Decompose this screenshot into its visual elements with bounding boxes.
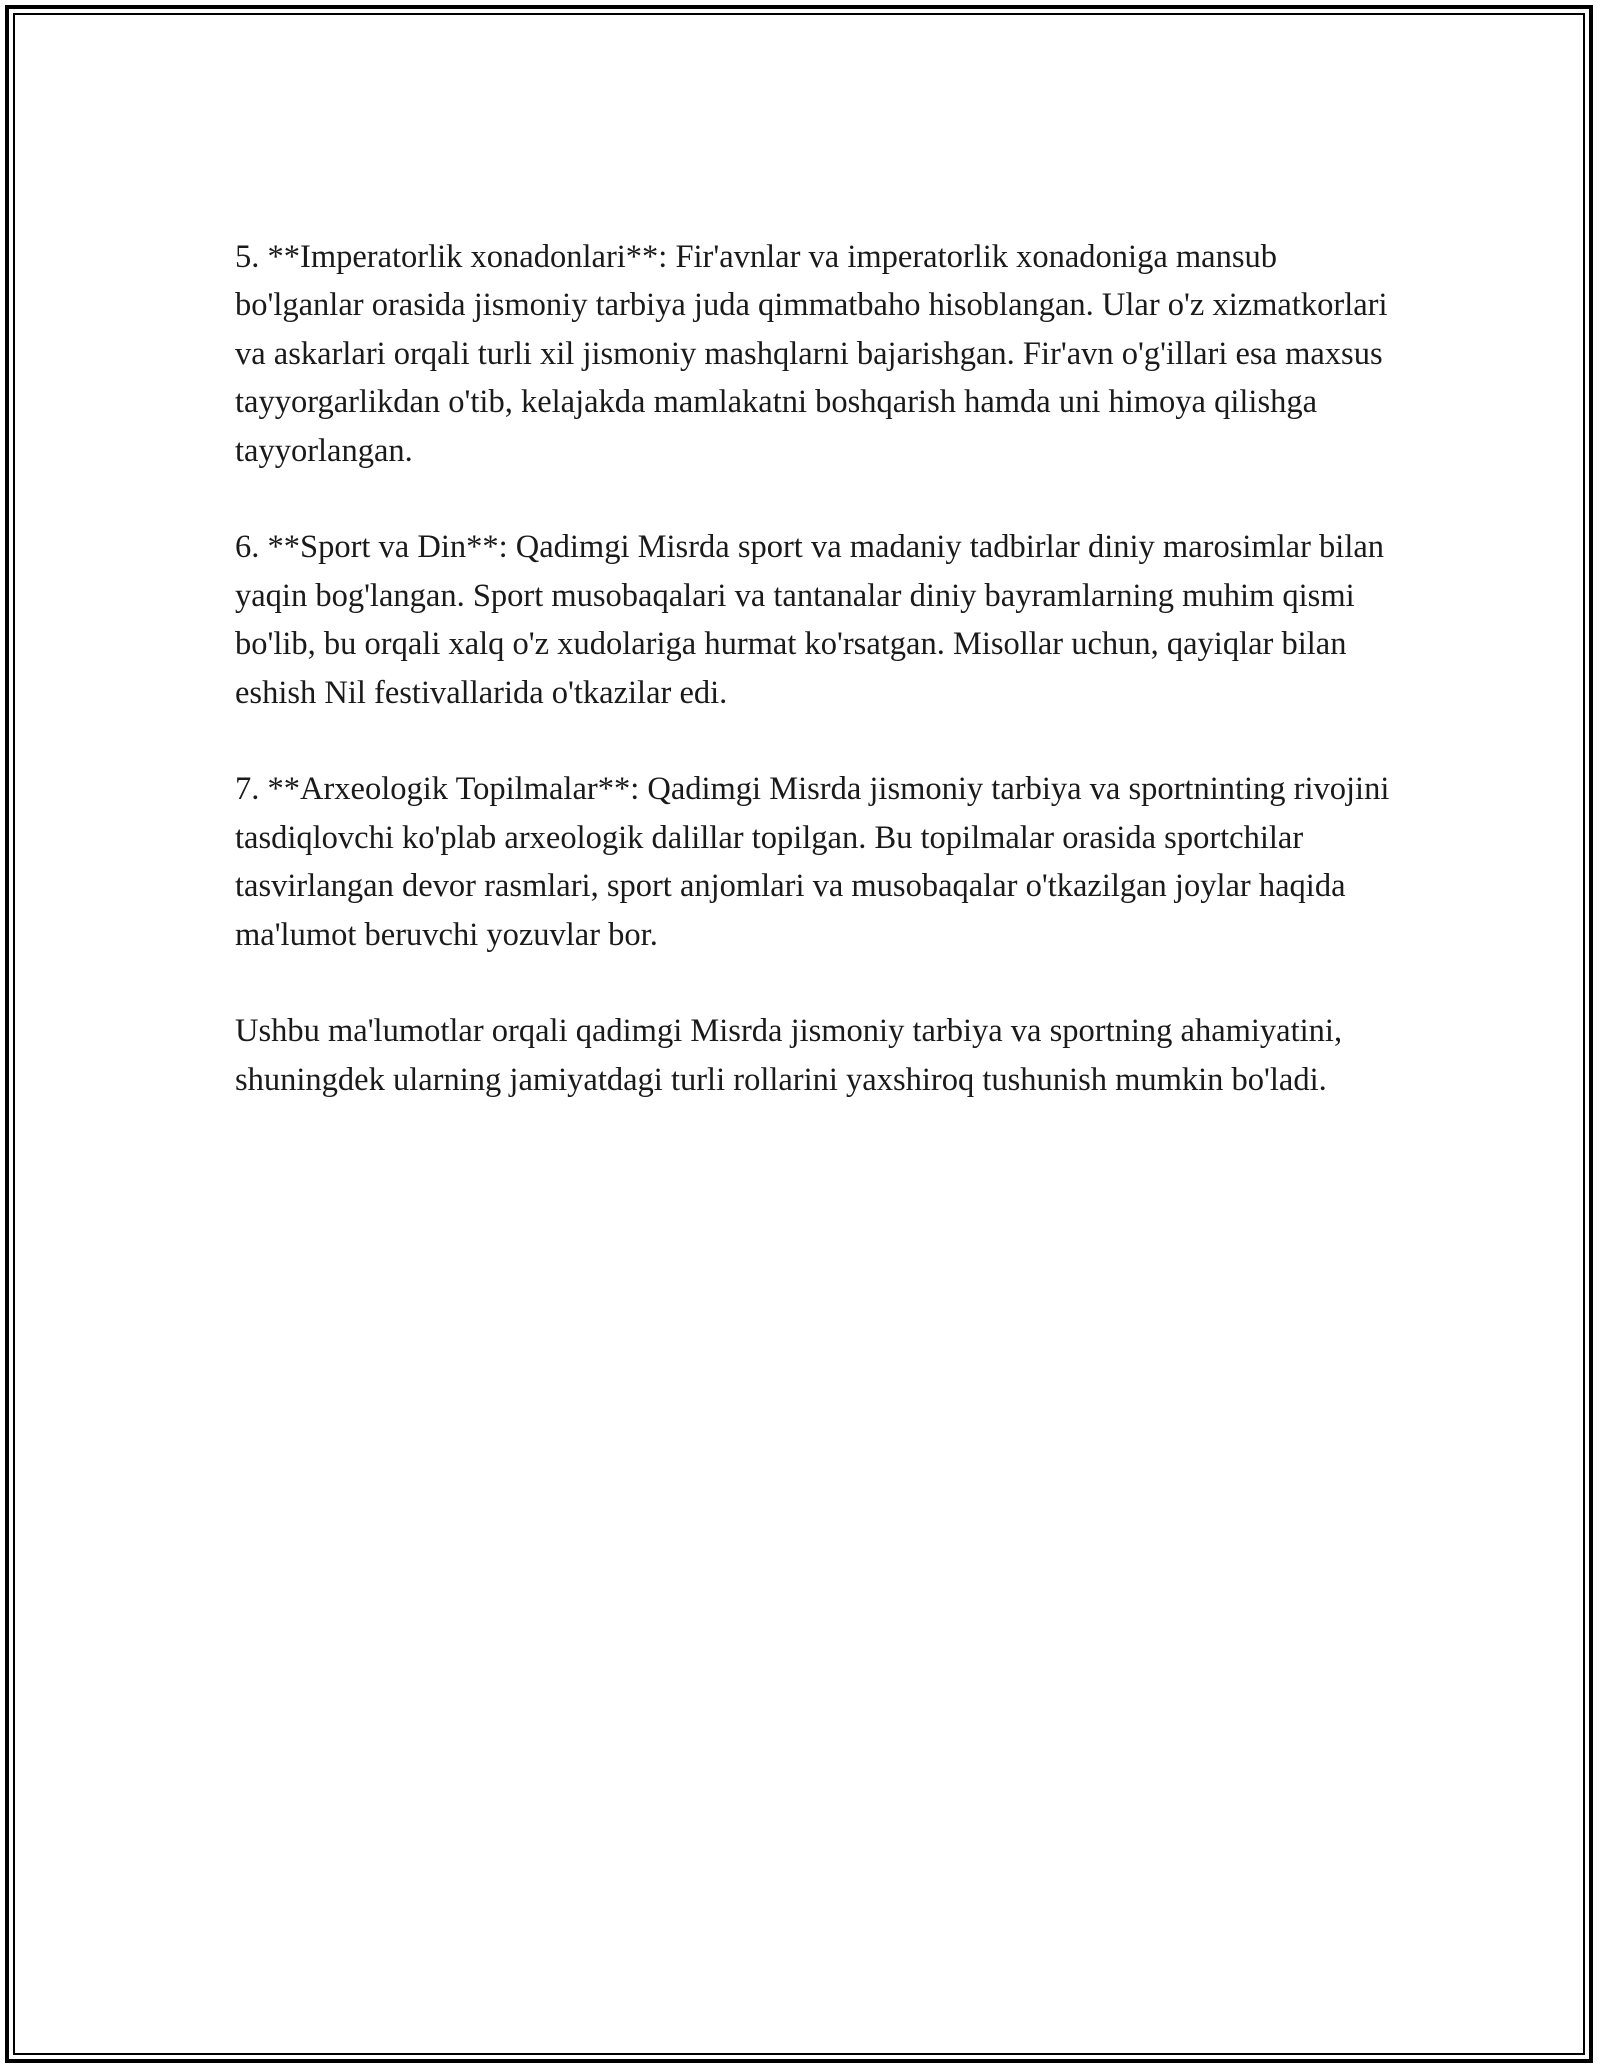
paragraph-arxeologik-topilmalar: 7. **Arxeologik Topilmalar**: Qadimgi Misrda jismoniy tarbiya va sportninting rivojini tasdiqlovchi ko'plab arxeologik dalillar topilgan. Bu topilmalar orasida sportchilar tasvirlangan devor rasmlari, sport anjomlari va musobaqalar o'tkazilgan joylar haqida ma'lumot beruvchi yozuvlar bor. xyxy=(235,771,1390,953)
paragraph-conclusion: Ushbu ma'lumotlar orqali qadimgi Misrda jismoniy tarbiya va sportning ahamiyatini, shuningdek ularning jamiyatdagi turli rollarini yaxshiroq tushunish mumkin bo'ladi. xyxy=(235,1013,1343,1098)
paragraph-imperatorlik-xonadonlari: 5. **Imperatorlik xonadonlari**: Fir'avnlar va imperatorlik xonadoniga mansub bo'lganlar orasida jismoniy tarbiya juda qimmatbaho hisoblangan. Ular o'z xizmatkorlari va askarlari orqali turli xil jismoniy mashqlarni bajarishgan. Fir'avn o'g'illari esa maxsus tayyorgarlikdan o'tib, kelajakda mamlakatni boshqarish hamda uni himoya qilishga tayyorlangan. xyxy=(235,239,1388,469)
paragraph-sport-va-din: 6. **Sport va Din**: Qadimgi Misrda sport va madaniy tadbirlar diniy marosimlar bilan yaqin bog'langan. Sport musobaqalari va tantanalar diniy bayramlarning muhim qismi bo'lib, bu orqali xalq o'z xudolariga hurmat ko'rsatgan. Misollar uchun, qayiqlar bilan eshish Nil festivallarida o'tkazilar edi. xyxy=(235,529,1385,711)
document-body xyxy=(235,233,1405,1153)
